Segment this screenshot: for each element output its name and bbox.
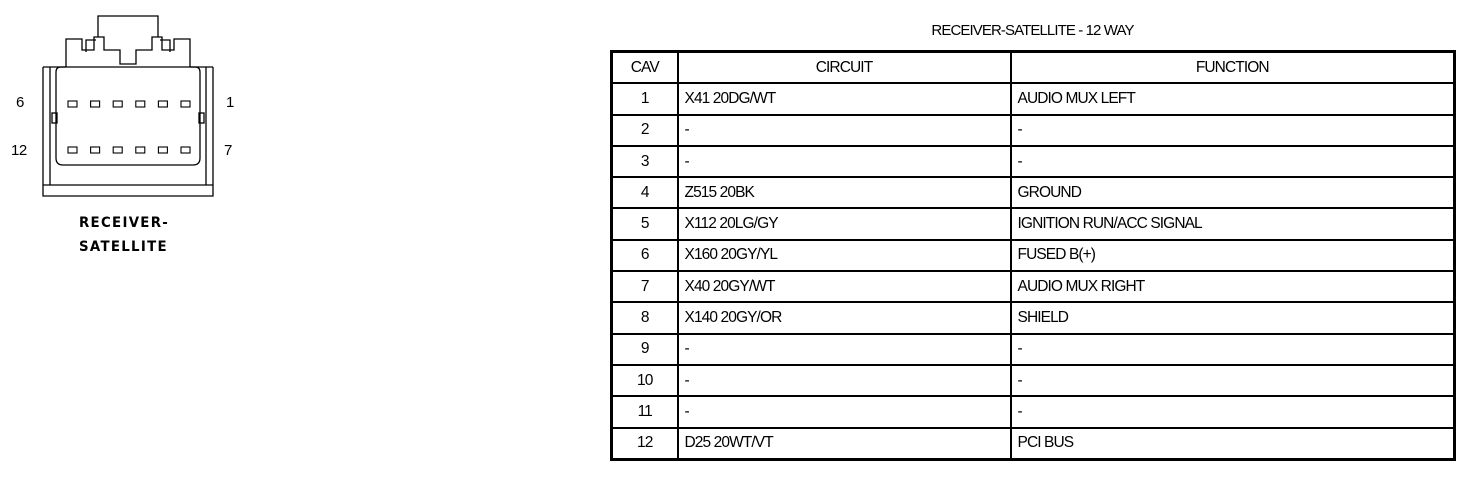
- header-cav: CAV: [612, 52, 678, 84]
- circuit-cell: -: [678, 365, 1011, 396]
- pin-cavity: [158, 147, 167, 153]
- function-cell: -: [1011, 396, 1455, 427]
- cav-cell: 12: [612, 428, 678, 460]
- table-row: [612, 83, 1455, 114]
- function-cell: SHIELD: [1011, 302, 1455, 333]
- circuit-cell: -: [678, 115, 1011, 146]
- cav-cell: 10: [612, 365, 678, 396]
- pin-label-12: 12: [11, 142, 27, 159]
- function-cell: IGNITION RUN/ACC SIGNAL: [1011, 208, 1455, 239]
- table-row: [612, 365, 1455, 396]
- function-cell: AUDIO MUX LEFT: [1011, 83, 1455, 114]
- pin-label-1: 1: [226, 94, 234, 111]
- pin-cavity: [68, 147, 77, 153]
- function-cell: PCI BUS: [1011, 428, 1455, 460]
- table-row: [612, 208, 1455, 239]
- table-row: [612, 302, 1455, 333]
- function-cell: FUSED B(+): [1011, 240, 1455, 271]
- circuit-cell: X41 20DG/WT: [678, 83, 1011, 114]
- pin-cavity: [181, 101, 190, 107]
- function-cell: -: [1011, 365, 1455, 396]
- table-row: [612, 146, 1455, 177]
- table-row: [612, 177, 1455, 208]
- cav-cell: 6: [612, 240, 678, 271]
- pin-cavity: [91, 101, 100, 107]
- cav-cell: 11: [612, 396, 678, 427]
- pin-cavity: [158, 101, 167, 107]
- header-function: FUNCTION: [1011, 52, 1455, 84]
- function-cell: -: [1011, 146, 1455, 177]
- circuit-cell: X40 20GY/WT: [678, 271, 1011, 302]
- circuit-cell: -: [678, 396, 1011, 427]
- table-title: RECEIVER-SATELLITE - 12 WAY: [931, 22, 1134, 39]
- cav-cell: 5: [612, 208, 678, 239]
- circuit-cell: -: [678, 334, 1011, 365]
- pin-cavities: [68, 101, 190, 153]
- pin-cavity: [136, 101, 145, 107]
- table-row: [612, 271, 1455, 302]
- pin-label-7: 7: [224, 142, 232, 159]
- pin-cavity: [113, 147, 122, 153]
- pinout-table-body: [612, 83, 1455, 459]
- table-row: [612, 115, 1455, 146]
- table-row: [612, 428, 1455, 460]
- cav-cell: 1: [612, 83, 678, 114]
- pin-cavity: [113, 101, 122, 107]
- header-circuit: CIRCUIT: [678, 52, 1011, 84]
- pin-cavity: [136, 147, 145, 153]
- cav-cell: 7: [612, 271, 678, 302]
- connector-diagram: [0, 0, 260, 270]
- pinout-table: [610, 50, 1456, 461]
- pin-cavity: [91, 147, 100, 153]
- cav-cell: 9: [612, 334, 678, 365]
- connector-label: RECEIVER- SATELLITE: [79, 215, 170, 255]
- cav-cell: 3: [612, 146, 678, 177]
- function-cell: -: [1011, 115, 1455, 146]
- table-row: [612, 334, 1455, 365]
- table-header-row: [612, 52, 1455, 84]
- function-cell: -: [1011, 334, 1455, 365]
- circuit-cell: X140 20GY/OR: [678, 302, 1011, 333]
- connector-face-drawing: [0, 0, 260, 210]
- cav-cell: 8: [612, 302, 678, 333]
- pin-cavity: [68, 101, 77, 107]
- table-row: [612, 240, 1455, 271]
- function-cell: AUDIO MUX RIGHT: [1011, 271, 1455, 302]
- pin-label-6: 6: [16, 94, 24, 111]
- table-row: [612, 396, 1455, 427]
- cav-cell: 4: [612, 177, 678, 208]
- pin-cavity: [181, 147, 190, 153]
- circuit-cell: -: [678, 146, 1011, 177]
- function-cell: GROUND: [1011, 177, 1455, 208]
- circuit-cell: D25 20WT/VT: [678, 428, 1011, 460]
- circuit-cell: X160 20GY/YL: [678, 240, 1011, 271]
- circuit-cell: Z515 20BK: [678, 177, 1011, 208]
- circuit-cell: X112 20LG/GY: [678, 208, 1011, 239]
- cav-cell: 2: [612, 115, 678, 146]
